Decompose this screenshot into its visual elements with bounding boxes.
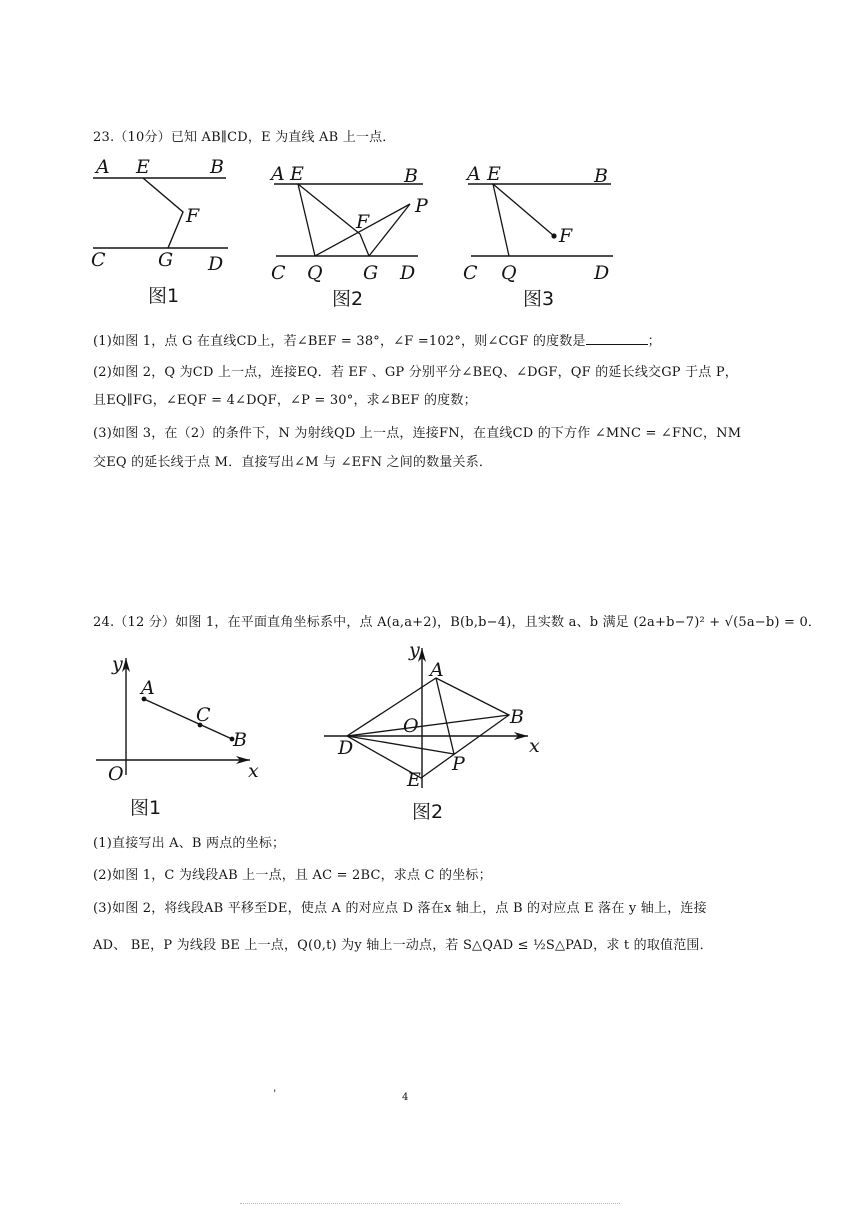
q24-part-1: (1)直接写出 A、B 两点的坐标；: [93, 836, 286, 851]
label: D: [400, 262, 416, 284]
label: A: [467, 163, 481, 185]
label: A: [96, 156, 110, 178]
label: F: [356, 211, 370, 233]
label: A: [271, 163, 285, 185]
label: E: [136, 156, 150, 178]
scan-speck: ,: [269, 1082, 278, 1095]
label: Q: [307, 262, 323, 284]
q24-part-3-line-2: AD、 BE，P 为线段 BE 上一点，Q(0,t) 为y 轴上一动点，若 S△QAD ≤ ½S△PAD，求 t 的取值范围．: [93, 938, 713, 953]
segment-ap: [436, 678, 454, 754]
label: D: [338, 737, 354, 759]
q24-figure-2: [322, 640, 547, 825]
figure-caption: 图2: [332, 288, 364, 310]
segment-ab: [144, 699, 232, 739]
label: E: [290, 163, 304, 185]
label: D: [208, 253, 224, 275]
q23-header: 23.（10分）已知 AB∥CD，E 为直线 AB 上一点．: [93, 130, 396, 145]
label: P: [415, 195, 428, 217]
q23-part-3-line-1: (3)如图 3，在（2）的条件下，N 为射线QD 上一点，连接FN，在直线CD 的下方作 ∠MNC = ∠FNC，NM: [93, 426, 742, 441]
q23-part-1-end: ；: [647, 334, 661, 349]
q23-figure-1: [88, 152, 238, 310]
label: y: [112, 653, 123, 675]
figure-caption: 图3: [523, 288, 555, 310]
segment-eq: [298, 184, 315, 256]
q24-part-3-line-1: (3)如图 2，将线段AB 平移至DE，使点 A 的对应点 D 落在x 轴上，点 B 的对应点 E 落在 y 轴上，连接: [93, 901, 707, 916]
label: x: [248, 760, 259, 782]
label: G: [363, 262, 379, 284]
label: x: [529, 735, 540, 757]
point-f: [551, 233, 556, 238]
label: B: [404, 165, 418, 187]
figure-caption: 图2: [412, 801, 444, 823]
label: O: [108, 763, 124, 785]
figure-caption: 图1: [148, 285, 180, 307]
q23-part-1-text: (1)如图 1，点 G 在直线CD上，若∠BEF = 38°，∠F =102°，则∠CGF 的度数是: [93, 334, 586, 349]
q23-part-1: [93, 330, 661, 349]
label: O: [403, 715, 419, 737]
label: C: [271, 262, 286, 284]
q23-figure-3: [463, 160, 623, 310]
segment-efg: [143, 178, 183, 248]
parallelogram-adeb: [347, 678, 509, 778]
label: D: [594, 262, 610, 284]
q23-part-2-line-1: (2)如图 2，Q 为CD 上一点，连接EQ．若 EF 、GP 分别平分∠BEQ、∠DGF，QF 的延长线交GP 于点 P，: [93, 365, 738, 380]
label: E: [487, 163, 501, 185]
label: B: [510, 706, 524, 728]
q23-part-2-line-2: 且EQ∥FG，∠EQF = 4∠DQF，∠P = 30°，求∠BEF 的度数；: [93, 393, 477, 408]
label: E: [407, 769, 421, 791]
segment-gp: [369, 204, 410, 256]
label: P: [452, 753, 465, 775]
label: A: [430, 659, 444, 681]
answer-blank[interactable]: [586, 332, 648, 345]
label: B: [210, 156, 224, 178]
label: F: [559, 225, 573, 247]
bottom-rule: [240, 1203, 620, 1204]
segment-ef: [298, 184, 360, 234]
q23-part-3-line-2: 交EQ 的延长线于点 M．直接写出∠M 与 ∠EFN 之间的数量关系．: [93, 455, 493, 470]
label: B: [594, 165, 608, 187]
label: F: [186, 205, 200, 227]
label: y: [409, 640, 420, 661]
label: C: [91, 249, 106, 271]
label: C: [463, 262, 478, 284]
q24-figure-1: [90, 650, 270, 825]
q23-figure-2: [268, 160, 433, 310]
label: B: [233, 729, 247, 751]
page-number: 4: [402, 1092, 409, 1103]
label: A: [141, 677, 155, 699]
figure-caption: 图1: [130, 797, 162, 819]
segment-fg: [360, 234, 369, 256]
label: G: [158, 249, 174, 271]
label: Q: [501, 262, 517, 284]
q24-header: 24.（12 分）如图 1，在平面直角坐标系中，点 A(a,a+2)，B(b,b−4)，且实数 a、b 满足 (2a+b−7)² + √(5a−b) = 0．: [93, 615, 822, 630]
label: C: [196, 704, 211, 726]
q24-part-2: (2)如图 1，C 为线段AB 上一点，且 AC = 2BC，求点 C 的坐标；: [93, 868, 492, 883]
segment-ef: [493, 184, 554, 236]
